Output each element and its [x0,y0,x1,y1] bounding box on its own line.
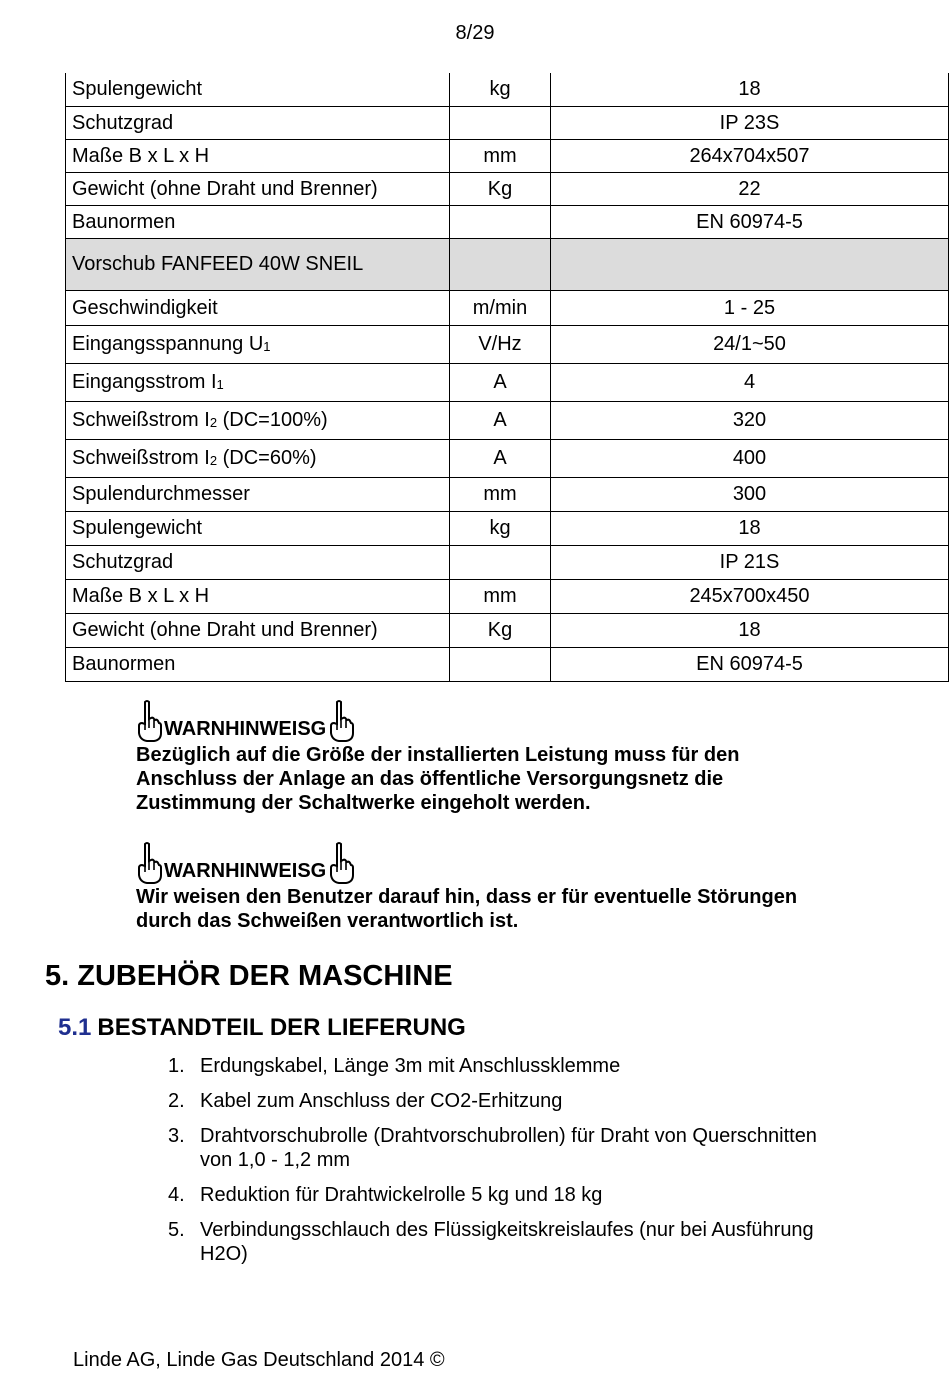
warning-block-2 [136,839,896,933]
list-item-text: Verbindungsschlauch des Flüssigkeitskreislaufes (nur bei Ausführung H2O) [200,1219,814,1265]
warning-text-line: Zustimmung der Schaltwerke eingeholt werden. [136,792,591,814]
param-value: IP 21S [551,545,949,579]
param-value: 1 - 25 [551,290,949,325]
warning-block-1 [136,697,896,815]
param-name: Vorschub FANFEED 40W SNEIL [66,238,450,290]
param-value: 24/1~50 [551,325,949,363]
list-item [168,1089,888,1113]
warning-text-line: Wir weisen den Benutzer darauf hin, dass er für eventuelle Störungen [136,886,798,908]
param-name: Baunormen [66,205,450,238]
param-unit: mm [450,139,551,172]
param-unit: mm [450,477,551,511]
param-unit: A [450,439,551,477]
warning-title: WARNHINWEISG [164,860,327,882]
param-unit [450,205,551,238]
footer: Linde AG, Linde Gas Deutschland 2014 © [73,1349,445,1371]
table-row [66,477,949,511]
param-name: Baunormen [66,647,450,681]
param-value: EN 60974-5 [551,205,949,238]
table-row [66,545,949,579]
param-value: 245x700x450 [551,579,949,613]
table-row [66,73,949,106]
list-item-number: 3. [168,1125,185,1147]
table-row [66,139,949,172]
param-value: 300 [551,477,949,511]
param-name: Schweißstrom $I_2$ (DC=60%) [66,439,450,477]
delivery-list [168,1054,888,1277]
param-value: 22 [551,172,949,205]
param-name: Gewicht (ohne Draht und Brenner) [66,172,450,205]
param-name: Eingangsspannung $U_1$ [66,325,450,363]
warning-text-line: Bezüglich auf die Größe der installierten Leistung muss für den [136,744,740,766]
table-section-row [66,238,949,290]
param-unit [450,106,551,139]
param-name: Schutzgrad [66,106,450,139]
spec-table [65,73,949,682]
param-unit: kg [450,511,551,545]
pointing-hand-icon [136,841,162,885]
param-unit: Kg [450,613,551,647]
table-row [66,401,949,439]
pointing-hand-icon [136,699,162,743]
param-name: Spulendurchmesser [66,477,450,511]
list-item [168,1054,888,1078]
param-unit: mm [450,579,551,613]
param-name: Maße B x L x H [66,579,450,613]
table-row [66,205,949,238]
list-item-number: 5. [168,1219,185,1241]
pointing-hand-icon [328,841,354,885]
param-unit: V/Hz [450,325,551,363]
param-name: Eingangsstrom $I_1$ [66,363,450,401]
warning-header [136,839,896,885]
table-row [66,172,949,205]
list-item-text: Reduktion für Drahtwickelrolle 5 kg und 18 kg [200,1184,603,1206]
table-row [66,613,949,647]
param-value: 320 [551,401,949,439]
param-unit [450,647,551,681]
warning-text-line: Anschluss der Anlage an das öffentliche Versorgungsnetz die [136,768,724,790]
param-name: Schweißstrom $I_2$ (DC=100%) [66,401,450,439]
subsection-number: 5.1 [58,1014,92,1041]
table-row [66,106,949,139]
list-item [168,1124,888,1172]
list-item-text: Kabel zum Anschluss der CO2-Erhitzung [200,1090,563,1112]
param-unit [450,238,551,290]
param-name: Geschwindigkeit [66,290,450,325]
param-value: IP 23S [551,106,949,139]
param-value: 18 [551,73,949,106]
list-item [168,1218,888,1266]
warning-title: WARNHINWEISG [164,718,327,740]
param-name: Gewicht (ohne Draht und Brenner) [66,613,450,647]
param-name: Maße B x L x H [66,139,450,172]
param-unit: A [450,401,551,439]
param-unit: m/min [450,290,551,325]
param-value: 400 [551,439,949,477]
param-value: EN 60974-5 [551,647,949,681]
table-row [66,325,949,363]
page-number: 8/29 [455,22,495,44]
param-value: 4 [551,363,949,401]
table-row [66,363,949,401]
table-row [66,579,949,613]
warning-header [136,697,896,743]
param-unit: A [450,363,551,401]
list-item-number: 4. [168,1184,185,1206]
list-item-number: 1. [168,1055,185,1077]
param-value: 264x704x507 [551,139,949,172]
list-item-number: 2. [168,1090,185,1112]
table-row [66,290,949,325]
section-heading: 5. ZUBEHÖR DER MASCHINE [45,960,453,992]
param-unit [450,545,551,579]
list-item-text: Erdungskabel, Länge 3m mit Anschlussklemme [200,1055,621,1077]
param-name: Spulengewicht [66,73,450,106]
table-row [66,439,949,477]
table-row [66,647,949,681]
param-name: Spulengewicht [66,511,450,545]
subsection-title: BESTANDTEIL DER LIEFERUNG [97,1014,466,1041]
param-name: Schutzgrad [66,545,450,579]
param-unit: kg [450,73,551,106]
pointing-hand-icon [328,699,354,743]
param-value: 18 [551,511,949,545]
table-row [66,511,949,545]
warning-text-line: durch das Schweißen verantwortlich ist. [136,910,519,932]
list-item-text: Drahtvorschubrolle (Drahtvorschubrollen) für Draht von Querschnitten von 1,0 - 1,2 mm [200,1125,817,1171]
param-value: 18 [551,613,949,647]
param-value [551,238,949,290]
subsection-heading [58,1014,466,1042]
param-unit: Kg [450,172,551,205]
list-item [168,1183,888,1207]
